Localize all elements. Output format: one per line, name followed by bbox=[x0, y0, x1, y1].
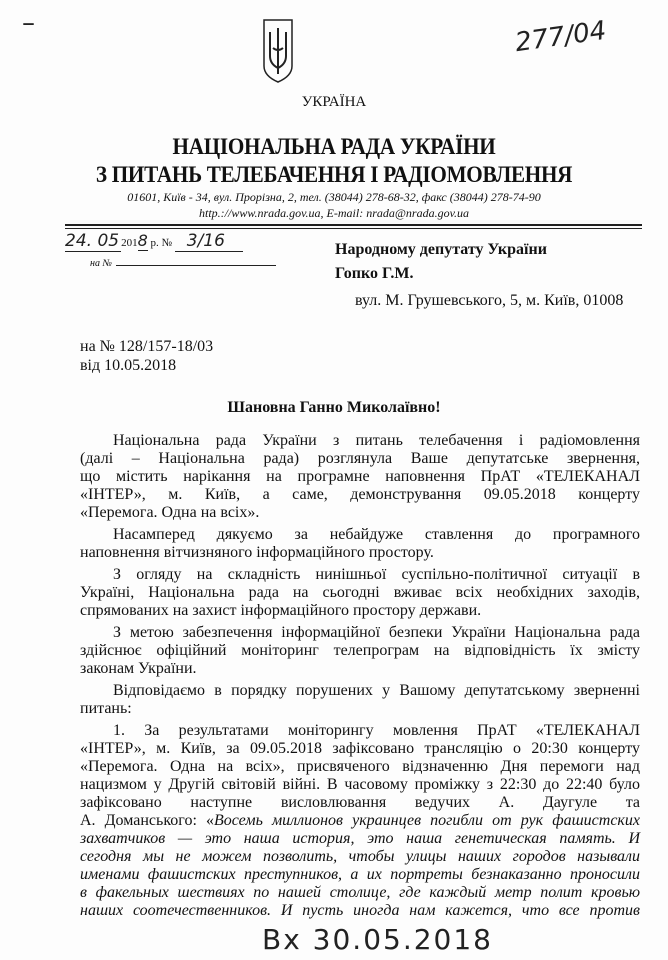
paragraph-line: Насамперед дякуємо за небайдуже ставлення до програмного bbox=[113, 526, 640, 543]
paragraph-line: питань: bbox=[80, 700, 132, 717]
quote-line: сегодня мы не можем позволить, чтобы улицы наших городов называли bbox=[80, 848, 640, 865]
paragraph-line: «Перемога. Одна на всіх», присвяченого відзначенню Дня перемоги над bbox=[80, 758, 640, 775]
paragraph-line: нацизмом у Другій світовій війні. В часовому проміжку з 22:30 до 22:40 було bbox=[80, 776, 640, 793]
org-web-email: http.://www.nrada.gov.ua, E-mail: nrada@nrada.gov.ua bbox=[198, 206, 470, 220]
handwritten-registration-number: 277/04 bbox=[513, 15, 609, 59]
paragraph-line: здійснює офіційний моніторинг телепрограм на відповідність їх змісту bbox=[80, 642, 640, 659]
reference-number: на № 128/157-18/03 bbox=[80, 338, 214, 355]
header-rule bbox=[65, 224, 642, 229]
paragraph-line: спрямованих на захист інформаційного простору держави. bbox=[80, 602, 482, 619]
quote-first-line bbox=[80, 812, 640, 829]
paragraph-line: З огляду на складність нинішньої суспільно-політичної ситуації в bbox=[113, 566, 640, 583]
corner-mark: – bbox=[22, 8, 35, 38]
trident-emblem-icon bbox=[262, 18, 294, 84]
paragraph-line: зафіксовано наступне висловлювання ведучих А. Даугуле та bbox=[80, 794, 640, 811]
paragraph-line: 1. За результатами моніторингу мовлення ПрАТ «ТЕЛЕКАНАЛ bbox=[113, 722, 640, 739]
org-title-line-2: З ПИТАНЬ ТЕЛЕБАЧЕННЯ І РАДІОМОВЛЕННЯ bbox=[95, 162, 573, 187]
outgoing-date: 24. 05 bbox=[65, 231, 120, 251]
quote-lead: А. Доманського: « bbox=[80, 812, 214, 829]
quote-line: наших соотечественников. И пусть иногда нам кажется, что все против bbox=[80, 902, 640, 919]
reference-date: від 10.05.2018 bbox=[80, 357, 177, 374]
quote-line: в факельных шествиях по нашей столице, где каждый метр полит кровью bbox=[80, 884, 640, 901]
org-title-line-1: НАЦІОНАЛЬНА РАДА УКРАЇНИ bbox=[172, 134, 496, 159]
paragraph-line: «ІНТЕР», м. Київ, за 09.05.2018 зафіксовано трансляцію о 20:30 концерту bbox=[80, 740, 640, 757]
paragraph-line: наповнення вітчизняного інформаційного простору. bbox=[80, 544, 434, 561]
year-prefix: 201 bbox=[121, 237, 138, 249]
country-name: УКРАЇНА bbox=[301, 94, 367, 110]
paragraph-line: Національна рада України з питань телебачення і радіомовлення bbox=[113, 432, 640, 449]
paragraph-line: Відповідаємо в порядку порушених у Вашому депутатському зверненні bbox=[113, 682, 640, 699]
outgoing-date-number bbox=[65, 231, 243, 251]
org-address: 01601, Київ - 34, вул. Прорізна, 2, тел. (38044) 278-68-32, факс (38044) 278-74-90 bbox=[127, 190, 541, 204]
outgoing-number: 3/16 bbox=[175, 231, 243, 252]
quote-line: именами фашистских преступников, а их портреты безнаказанно проносили bbox=[80, 866, 640, 883]
year-digit: 8 bbox=[137, 231, 148, 250]
paragraph-line: «Перемога. Одна на всіх». bbox=[80, 504, 260, 521]
paragraph-line: що містить нарікання на програмне наповнення ПрАТ «ТЕЛЕКАНАЛ bbox=[80, 468, 640, 485]
incoming-number-label bbox=[90, 258, 276, 269]
addressee-address: вул. М. Грушевського, 5, м. Київ, 01008 bbox=[355, 292, 624, 309]
salutation: Шановна Ганно Миколаївно! bbox=[227, 399, 441, 416]
paragraph-line: законам України. bbox=[80, 660, 197, 677]
paragraph-line: З метою забезпечення інформаційної безпеки України Національна рада bbox=[113, 624, 640, 641]
addressee-name: Гопко Г.М. bbox=[335, 265, 414, 282]
incoming-label: на № bbox=[90, 258, 112, 269]
quote-text: Восемь миллионов украинцев погибли от рук фашистских bbox=[214, 812, 641, 829]
handwritten-received-date: Вх 30.05.2018 bbox=[262, 923, 493, 956]
quote-line: захватчиков — это наша история, это наша генетическая память. И bbox=[80, 830, 640, 847]
number-label: р. № bbox=[150, 237, 173, 249]
paragraph-line: «ІНТЕР», м. Київ, а саме, демонстрування 09.05.2018 концерту bbox=[80, 486, 640, 503]
paragraph-line: (далі – Національна рада) розглянула Ваше депутатське звернення, bbox=[80, 450, 640, 467]
addressee-title: Народному депутату України bbox=[335, 241, 547, 258]
paragraph-line: Україні, Національна рада на сьогодні вживає всіх необхідних заходів, bbox=[80, 584, 640, 601]
